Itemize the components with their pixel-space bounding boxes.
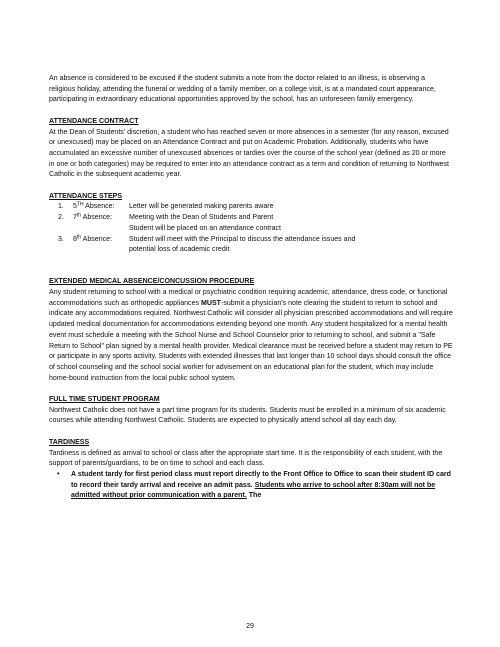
step-label: 8th Absence: [73,234,113,243]
step-label: 5TH Absence: [73,201,115,211]
step-row [49,202,453,213]
step-row [49,213,453,224]
step-number: 1. [58,203,64,211]
section-spacer [49,256,453,267]
attendance-contract-section [49,117,453,181]
tardiness-bullet [49,470,453,502]
step-text-continued: potential loss of academic credit [129,246,230,254]
step-text-continued: Student will be placed on an attendance contract [129,224,282,232]
attendance-contract-heading: ATTENDANCE CONTRACT [49,117,139,125]
full-time-program-section [49,395,453,427]
attendance-steps-heading: ATTENDANCE STEPS [49,192,123,200]
tardiness-section [49,438,453,502]
page-number: 29 [246,623,254,630]
late-arrival-rule: Students who arrive to school after 8:30am will not be admitted without prior communication with a parent. [71,481,436,500]
attendance-contract-body: At the Dean of Students' discretion, a student who has reached seven or more absences in a semester (for any reason, excused or unexcused) may be placed on an Attendance Contract and put on Academic Probation. Additionally, students who have accumulated an excessive number of unexcused absences or tardies over the course of the school year (defined as 20 or more in one or both categories) may be required to enter into an attendance contract as a term and condition of returning to Northwest Catholic in the subsequent academic year. [49,128,449,179]
bullet-icon: • [57,470,60,478]
step-number: 2. [58,214,64,222]
full-time-program-body: Northwest Catholic does not have a part time program for its students. Students must be enrolled in a minimum of six academic courses while attending Northwest Catholic. Students are expected to physically attend school all day each day. [49,406,446,425]
full-time-program-heading: FULL TIME STUDENT PROGRAM [49,396,160,404]
step-label: 7th Absence: [73,212,113,222]
medical-procedure-heading: EXTENDED MEDICAL ABSENCE/CONCUSSION PROCEDURE [49,278,255,286]
excused-absence-paragraph: An absence is considered to be excused if the student submits a note from the doctor related to an illness, is observing a religious holiday, attending the funeral or wedding of a family member, on a college visit, is at a mandated court appearance, participating in extraordinary educational opportunities approved by the school, has an unforeseen family emergency. [49,75,436,104]
page-content [49,74,453,502]
bullet-text: A student tardy for first period class must report directly to the Front Office to Office to scan their student ID card to record their tardy arrival and receive an admit pass. Students who arrive to school after 8:30am will not be admitted without prior communication with a parent. The [71,470,451,500]
step-text: Letter will be generated making parents aware [129,203,274,211]
step-text: Student will meet with the Principal to discuss the attendance issues and [129,235,356,243]
step-row [49,235,453,246]
must-emphasis: MUST [201,299,221,307]
step-text: Meeting with the Dean of Students and Parent [129,214,274,222]
attendance-steps-section [49,192,453,256]
attendance-steps-list [49,202,453,256]
tardiness-heading: TARDINESS [49,438,90,446]
medical-procedure-section [49,277,453,384]
medical-procedure-body: Any student returning to school with a medical or psychiatric condition requiring academic, attendance, dress code, or functional accommodations such as orthopedic appliances MUST-submit a physician's note clearing the student to return to school and indicate any accommodations required. Northwest Catholic will consider all physician prescribed accommodations and will require updated medical documentation for accommodations extending beyond one month. Any student hospitalized for a mental health event must schedule a meeting with the School Nurse and School Counselor prior to returning to school, and submit a "Safe Return to School" plan signed by a mental health provider. Medical clearance must be received before a student may return to PE or participate in any sports activity. Students with extended illnesses that last longer than 10 school days should consult the office of school counseling and the school social worker for advisement on an educational plan for the student, which may include home-bound instruction from the local public school system. [49,289,453,382]
step-number: 3. [58,235,64,243]
tardiness-body: Tardiness is defined as arrival to school or class after the appropriate start time. It is the responsibility of each student, with the support of parents/guardians, to be on time to school and each class. [49,449,443,468]
